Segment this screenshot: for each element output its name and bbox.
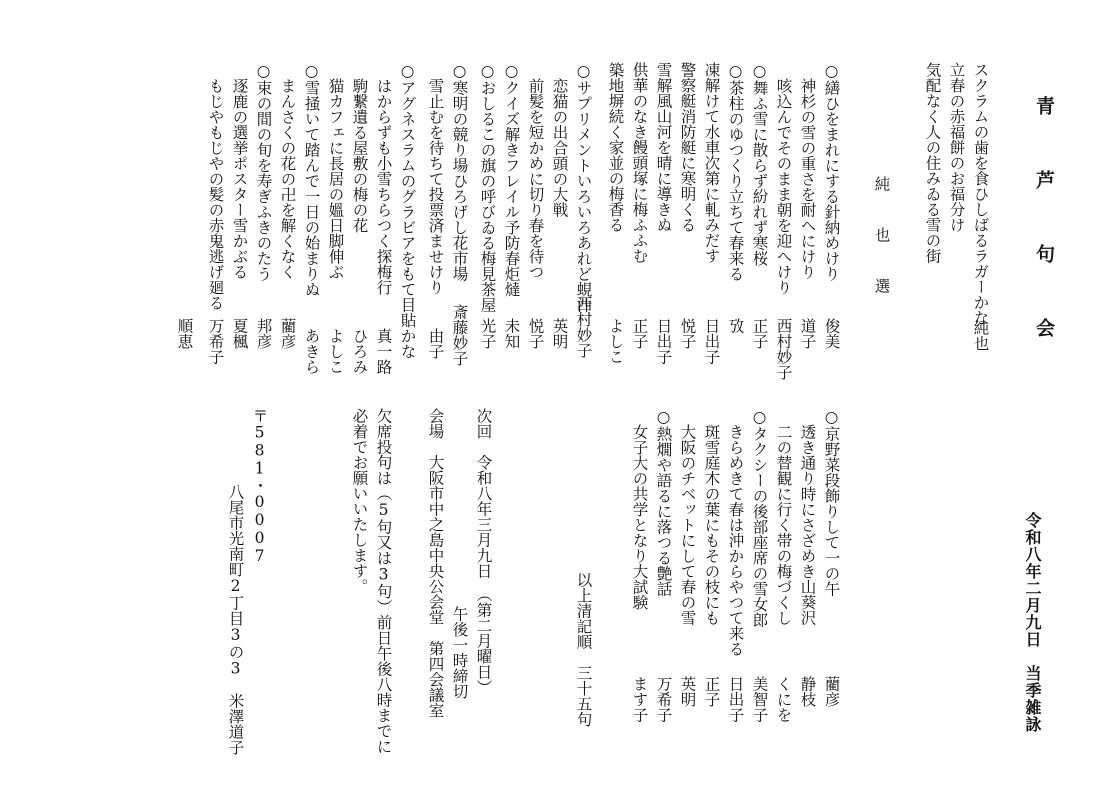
- haiku-text: 咳込んでそのまま朝を迎へけり: [774, 78, 793, 295]
- haiku-text: 雪止むを待ちて投票済ませけり: [426, 78, 445, 295]
- haiku-author: 美智子: [750, 676, 769, 723]
- haiku-author: ます子: [630, 676, 649, 723]
- haiku-author: くにを: [774, 676, 793, 723]
- haiku-text: ○束の間の旬を寿ぎふきのたう: [254, 62, 273, 282]
- absent-submission-line: 必着でお願いいたします。: [350, 408, 369, 594]
- haiku-author: 英明: [550, 318, 569, 349]
- haiku-text: ○熱燗や語るに落つる艶話: [654, 408, 673, 597]
- haiku-author: 正子: [702, 676, 721, 707]
- haiku-text: きらめきて春は沖からやつて来る: [726, 424, 745, 657]
- haiku-text: ○おしるこの旗の呼びゐる梅見茶屋: [478, 62, 497, 313]
- haiku-text: まんさくの花の卍を解くなく: [278, 78, 297, 280]
- haiku-author: 夏楓: [230, 318, 249, 349]
- haiku-text: ○サプリメントいろいろあれど蜆汁: [574, 62, 593, 313]
- haiku-author: よしこ: [326, 328, 345, 375]
- haiku-text: ○雪掻いて踏んで一日の始まりぬ: [302, 62, 321, 297]
- haiku-author: 万希子: [206, 318, 225, 365]
- haiku-text: 凍解けて水車次第に軋みだす: [702, 62, 721, 264]
- haiku-author: 攷: [726, 318, 745, 334]
- haiku-author: 悦子: [526, 318, 545, 349]
- haiku-text: 警察艇消防艇に寒明くる: [678, 62, 697, 233]
- haiku-author: 藺彦: [278, 318, 297, 349]
- haiku-text: 逐鹿の選挙ポスター雪かぶる: [230, 78, 249, 280]
- haiku-author: あきら: [302, 328, 321, 375]
- page-title: 青 芦 句 会: [1033, 96, 1055, 355]
- haiku-author: 西村妙子: [574, 296, 593, 358]
- haiku-text: ○舞ふ雪に散らず紛れず寒桜: [750, 62, 769, 266]
- haiku-text: ○茶柱のゆつくり立ちて春来る: [726, 62, 745, 282]
- haiku-text: ○寒明の競り場ひろげし花市場: [450, 62, 469, 282]
- postal-code: 〒581・0007: [250, 408, 269, 565]
- haiku-author: 静枝: [798, 676, 817, 707]
- haiku-text: 二の替観に行く帯の梅づくし: [774, 424, 793, 626]
- next-meeting: 次回 令和八年三月九日 （第二月曜日）: [474, 408, 493, 695]
- intro-haiku-text: 立春の赤福餅のお福分け: [947, 62, 966, 233]
- haiku-author: 悦子: [678, 318, 697, 349]
- haiku-author: 藺彦: [822, 676, 841, 707]
- haiku-author: 道子: [798, 318, 817, 349]
- haiku-author: 日出子: [726, 676, 745, 723]
- haiku-text: 斑雪庭木の葉にもその枝にも: [702, 424, 721, 626]
- haiku-author: 俊美: [822, 318, 841, 349]
- intro-haiku-author: 純也: [971, 320, 990, 351]
- haiku-author: 英明: [678, 676, 697, 707]
- haiku-text: 築地塀続く家並の梅香る: [606, 62, 625, 233]
- haiku-author: 斎藤妙子: [450, 304, 469, 366]
- summary-count: 以上清記順 三十五句: [574, 572, 593, 727]
- haiku-author: 正子: [750, 318, 769, 349]
- haiku-text: ○繕ひをまれにする針納めけり: [822, 62, 841, 282]
- haiku-author: 万希子: [654, 676, 673, 723]
- haiku-text: 恋猫の出合頭の大戦: [550, 78, 569, 218]
- haiku-author: 由子: [426, 328, 445, 359]
- haiku-text: もじやもじやの髪の赤鬼逃げ廻る: [206, 78, 225, 311]
- intro-haiku-text: スクラムの歯を食ひしばるラガーかな: [971, 62, 990, 326]
- deadline: 午後一時締切: [450, 606, 469, 699]
- haiku-author: 日出子: [654, 318, 673, 365]
- date-line: 令和八年二月九日 当季雑詠: [1023, 512, 1042, 733]
- haiku-text: ○アグネスラムのグラビアをもて目貼かな: [398, 62, 417, 359]
- haiku-author: 邦彦: [254, 318, 273, 349]
- address: 八尾市光南町2丁目3の3 米澤道子: [226, 484, 245, 755]
- absent-submission-line: 欠席投句は（5句又は3句）前日午後八時までに: [374, 408, 393, 754]
- haiku-author: 光子: [478, 318, 497, 349]
- haiku-text: 透き通り時にさざめき山葵沢: [798, 424, 817, 626]
- haiku-text: ○タクシーの後部座席の雪女郎: [750, 408, 769, 628]
- haiku-author: 未知: [502, 318, 521, 349]
- haiku-text: 大阪のチベットにして春の雪: [678, 424, 697, 626]
- haiku-author: 真一路: [374, 328, 393, 375]
- haiku-text: ○京野菜段飾りして一の午: [822, 408, 841, 597]
- haiku-text: はからずも小雪ちらつく探梅行: [374, 78, 393, 295]
- haiku-author: 正子: [630, 318, 649, 349]
- haiku-author: よしこ: [606, 318, 625, 365]
- haiku-text: 雪解風山河を晴に導きぬ: [654, 62, 673, 233]
- haiku-text: ○クイズ解きフレイル予防春炬燵: [502, 62, 521, 297]
- haiku-author: 順恵: [175, 318, 194, 349]
- haiku-text: 神杉の雪の重さを耐へにけり: [798, 78, 817, 280]
- haiku-author: 日出子: [702, 318, 721, 365]
- haiku-author: 西村妙子: [774, 318, 793, 380]
- haiku-text: 前髪を短かめに切り春を待つ: [526, 78, 545, 280]
- haiku-author: ひろみ: [350, 328, 369, 375]
- selection-header: 純 也 選: [872, 176, 891, 304]
- intro-haiku-text: 気配なく人の住みゐる雪の街: [923, 62, 942, 264]
- haiku-text: 駒繋遺る屋敷の梅の花: [350, 78, 369, 233]
- venue: 会場 大阪市中之島中央公会堂 第四会議室: [426, 408, 445, 718]
- haiku-text: 女子大の共学となり大試験: [630, 424, 649, 610]
- haiku-text: 供華のなき饅頭塚に梅ふふむ: [630, 62, 649, 264]
- haiku-text: 猫カフェに長居の媼日脚伸ぶ: [326, 78, 345, 280]
